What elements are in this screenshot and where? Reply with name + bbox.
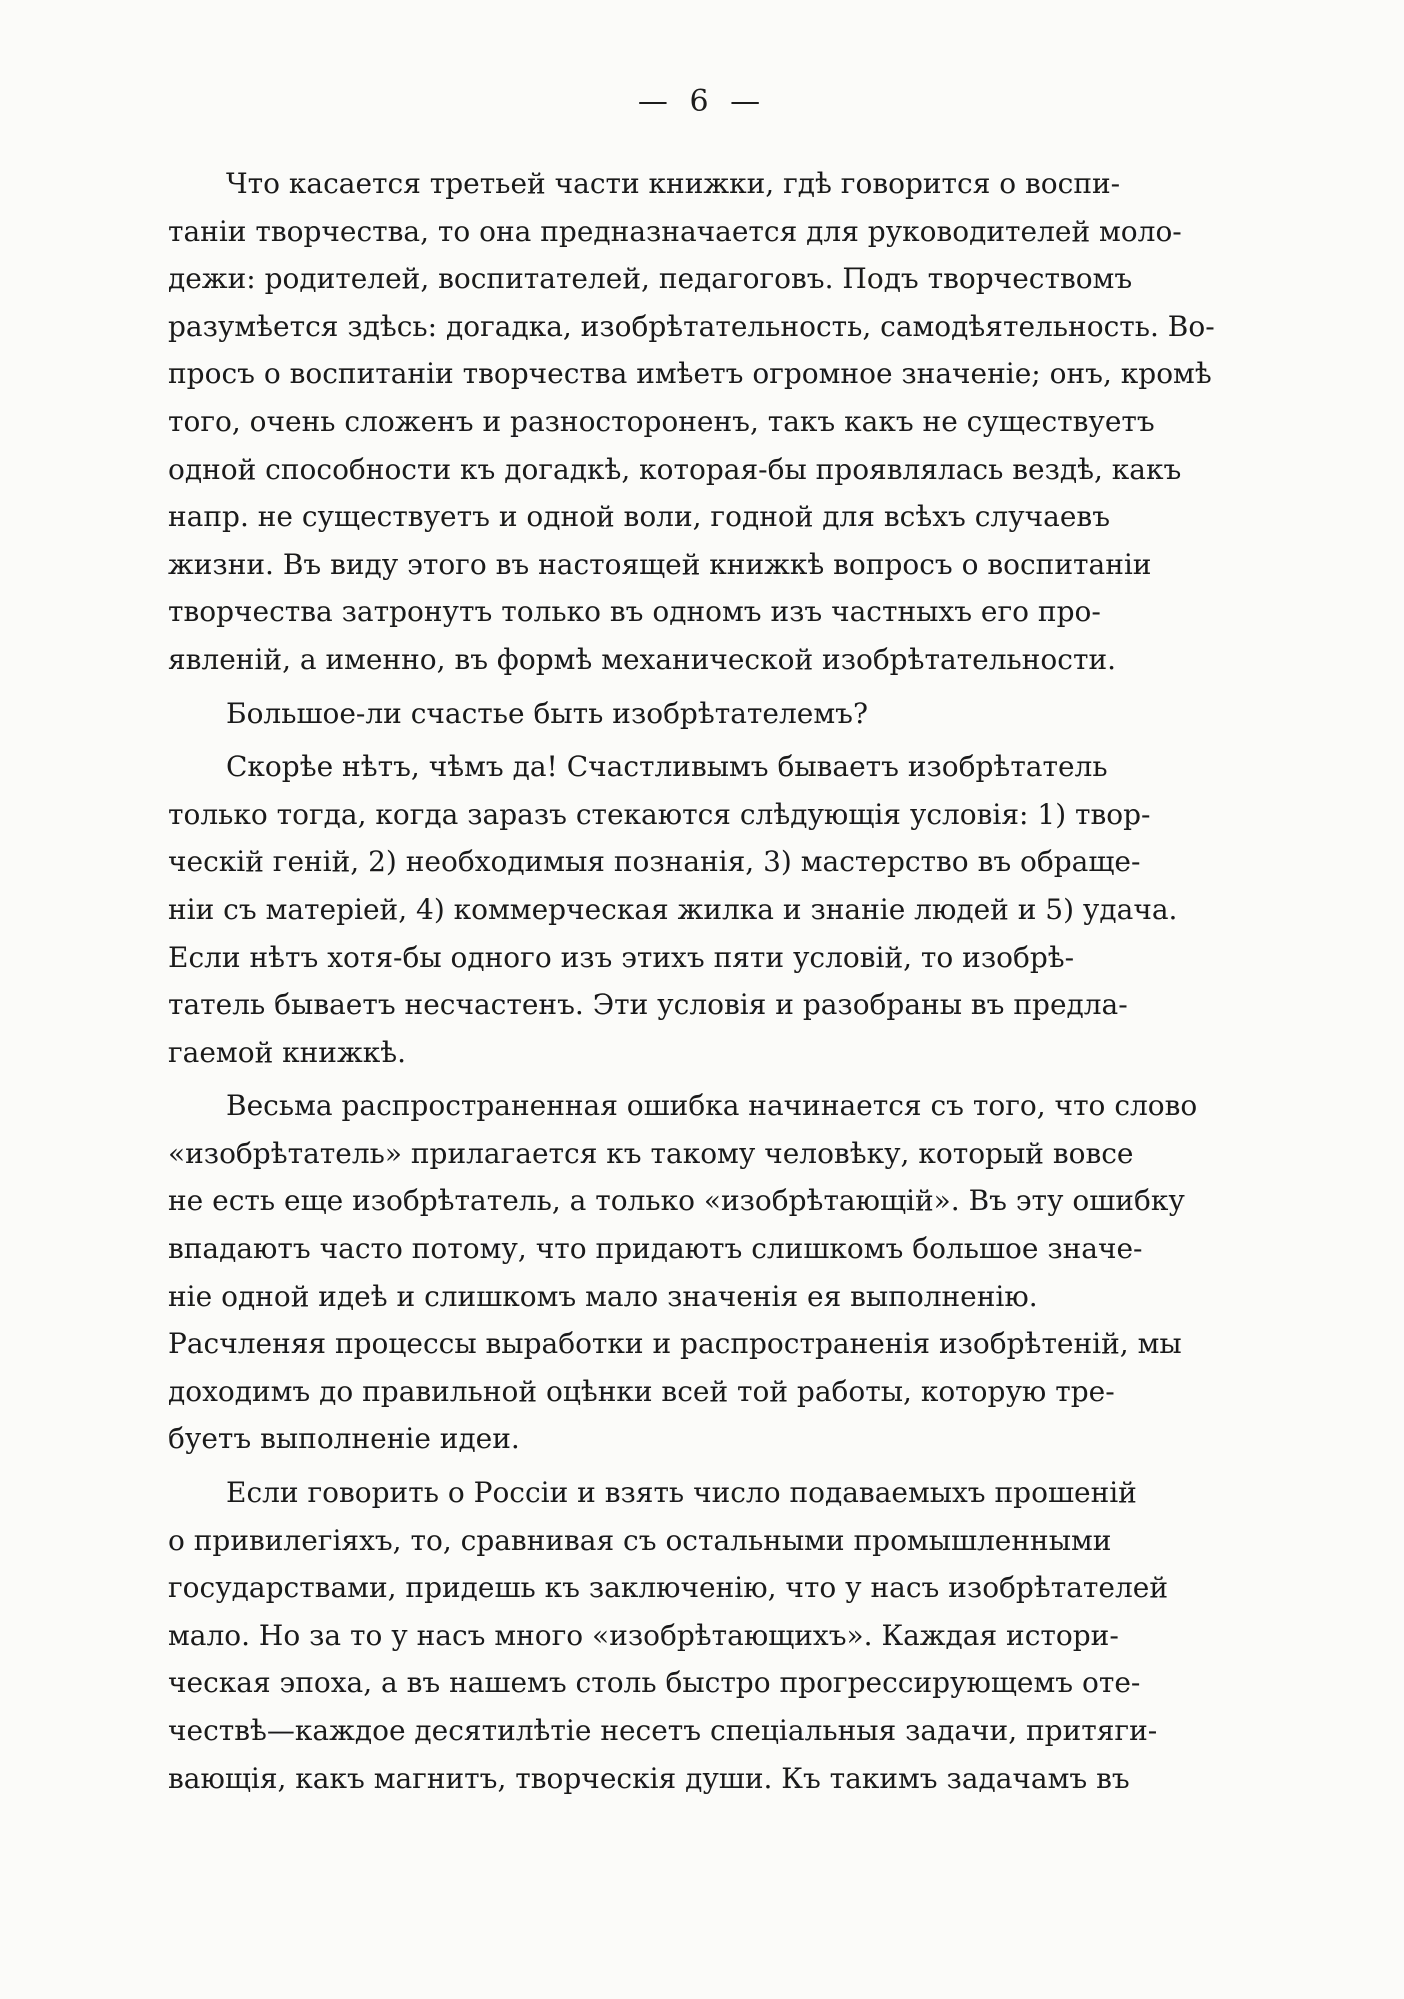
text-line: гаемой книжкѣ. <box>168 1035 406 1069</box>
paragraph-4 <box>168 1082 1228 1463</box>
text-line: Что касается третьей части книжки, гдѣ говорится о воспи- <box>226 167 1121 200</box>
text-line: ческій геній, 2) необходимыя познанія, 3) мастерство въ обраще- <box>168 845 1141 879</box>
text-line: ніе одной идеѣ и слишкомъ мало значенія ея выполненію. <box>168 1279 1038 1313</box>
paragraph-3 <box>168 743 1228 1076</box>
text-line: Скорѣе нѣтъ, чѣмъ да! Счастливымъ бываетъ изобрѣтатель <box>226 750 1108 784</box>
text-line: чествѣ—каждое десятилѣтіе несетъ спеціальныя задачи, притяги- <box>168 1714 1158 1747</box>
text-line: явленій, а именно, въ формѣ механической изобрѣтательности. <box>168 642 1117 676</box>
text-line: ніи съ матеріей, 4) коммерческая жилка и знаніе людей и 5) удача. <box>168 892 1178 926</box>
text-line: того, очень сложенъ и разностороненъ, такъ какъ не существуетъ <box>168 404 1155 438</box>
text-line: Если нѣтъ хотя-бы одного изъ этихъ пяти условій, то изобрѣ- <box>168 940 1075 974</box>
text-line: ческая эпоха, а въ нашемъ столь быстро прогрессирующемъ оте- <box>168 1666 1141 1700</box>
text-line: мало. Но за то у насъ много «изобрѣтающихъ». Каждая истори- <box>168 1618 1119 1652</box>
text-line: одной способности къ догадкѣ, которая-бы проявлялась вездѣ, какъ <box>168 452 1182 486</box>
text-line: Расчленяя процессы выработки и распространенія изобрѣтеній, мы <box>168 1327 1182 1361</box>
text-line: «изобрѣтатель» прилагается къ такому человѣку, который вовсе <box>168 1136 1134 1170</box>
page-number: — 6 — <box>637 84 767 119</box>
text-line: доходимъ до правильной оцѣнки всей той работы, которую тре- <box>168 1374 1115 1408</box>
paragraph-1 <box>168 160 1228 684</box>
text-line: государствами, придешь къ заключенію, что у насъ изобрѣтателей <box>168 1571 1168 1605</box>
text-line: напр. не существуетъ и одной воли, годной для всѣхъ случаевъ <box>168 500 1111 534</box>
text-line: вающія, какъ магнитъ, творческія души. Къ такимъ задачамъ въ <box>168 1761 1130 1795</box>
text-line: не есть еще изобрѣтатель, а только «изобрѣтающій». Въ эту ошибку <box>168 1184 1185 1218</box>
text-line: разумѣется здѣсь: догадка, изобрѣтательность, самодѣятельность. Во- <box>168 309 1215 343</box>
text-line: таніи творчества, то она предназначается для руководителей моло- <box>168 214 1182 248</box>
text-line: Большое-ли счастье быть изобрѣтателемъ? <box>226 696 868 730</box>
paragraph-5 <box>168 1469 1228 1802</box>
text-line: дежи: родителей, воспитателей, педагоговъ. Подъ творчествомъ <box>168 262 1133 296</box>
text-line: творчества затронутъ только въ одномъ изъ частныхъ его про- <box>168 595 1101 629</box>
text-line: о привилегіяхъ, то, сравнивая съ остальными промышленными <box>168 1523 1112 1557</box>
text-line: Если говорить о Россіи и взять число подаваемыхъ прошеній <box>226 1476 1137 1510</box>
text-line: впадаютъ часто потому, что придаютъ слишкомъ большое значе- <box>168 1232 1143 1266</box>
paragraph-2 <box>168 690 1228 738</box>
text-line: Весьма распространенная ошибка начинается съ того, что слово <box>226 1089 1198 1123</box>
text-line: буетъ выполненіе идеи. <box>168 1422 520 1456</box>
text-line: жизни. Въ виду этого въ настоящей книжкѣ вопросъ о воспитаніи <box>168 547 1152 581</box>
text-line: только тогда, когда заразъ стекаются слѣдующія условія: 1) твор- <box>168 797 1151 831</box>
text-line: татель бываетъ несчастенъ. Эти условія и разобраны въ предла- <box>168 988 1128 1022</box>
text-line: просъ о воспитаніи творчества имѣетъ огромное значеніе; онъ, кромѣ <box>168 357 1212 391</box>
body-text <box>168 160 1228 1808</box>
